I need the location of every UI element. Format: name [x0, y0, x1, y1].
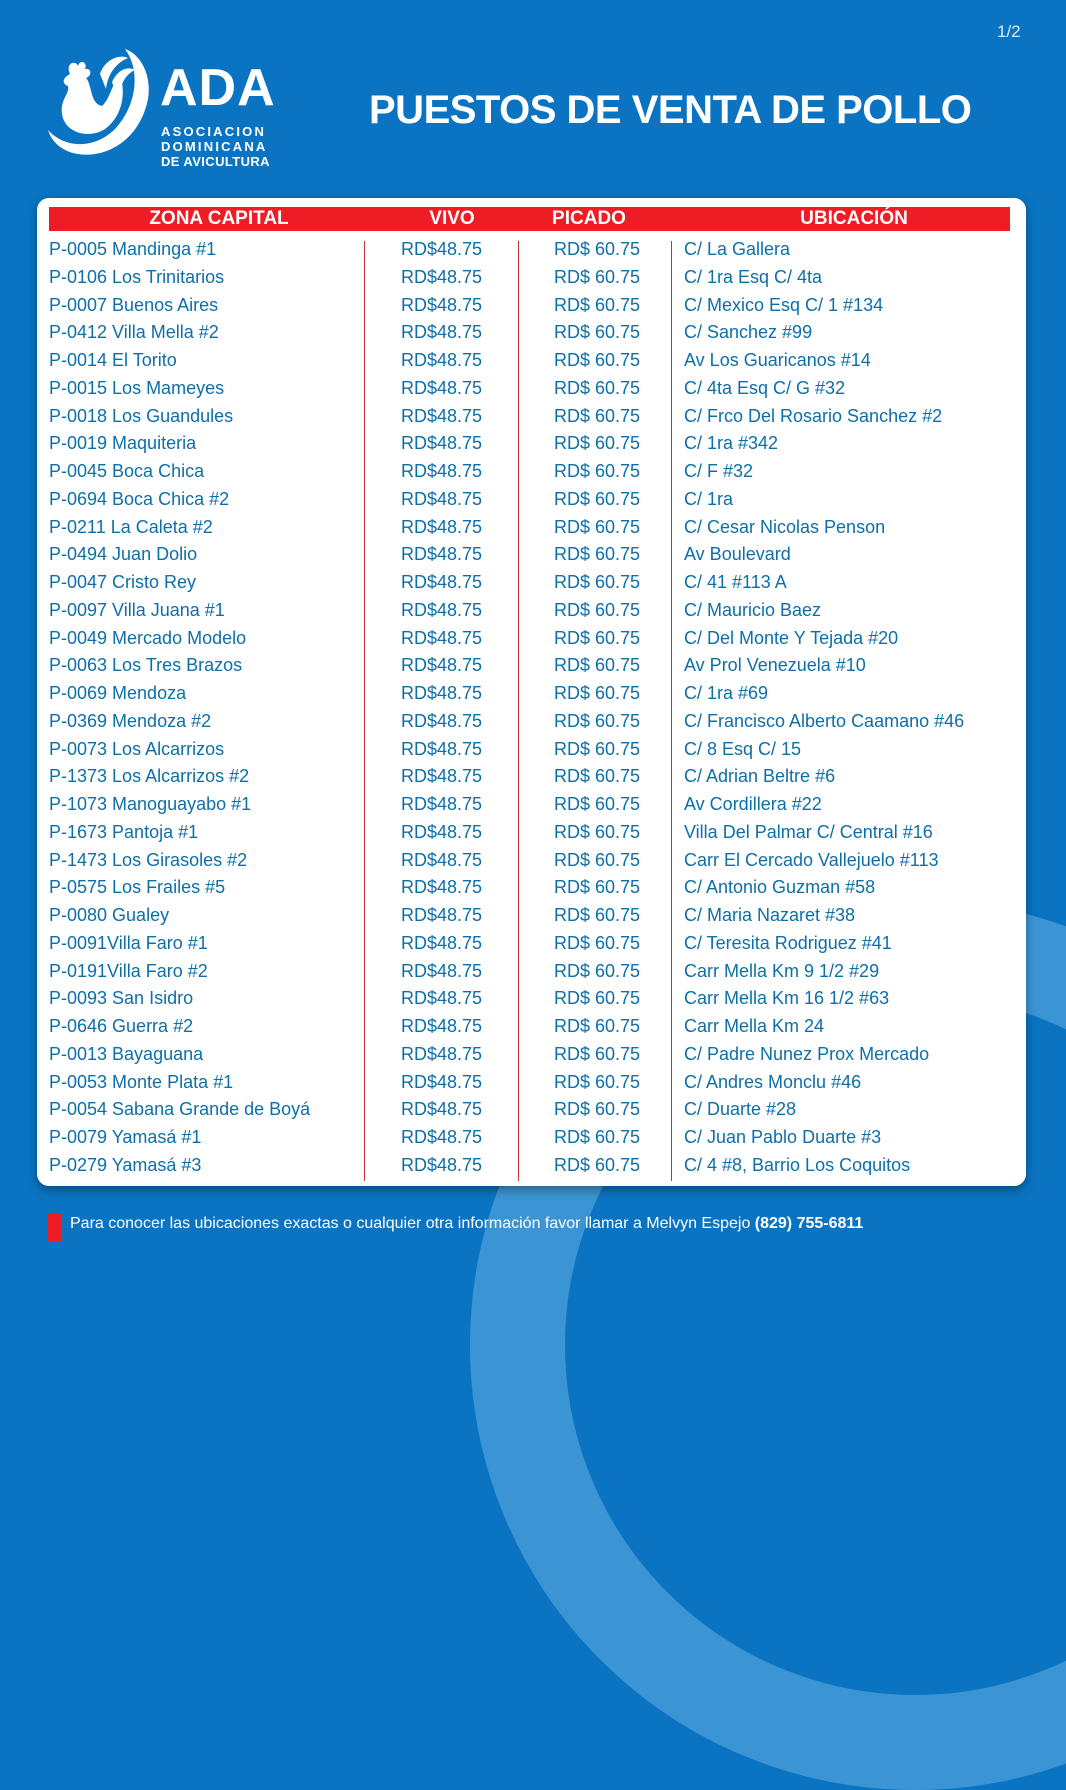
vivo-price-cell: RD$48.75: [401, 488, 483, 509]
table-row: [37, 625, 1026, 653]
zone-cell: P-0211 La Caleta #2: [49, 516, 213, 537]
vivo-price-cell: RD$48.75: [401, 655, 483, 676]
vivo-price-cell: RD$48.75: [401, 1154, 483, 1175]
table-row: [37, 319, 1026, 347]
footer-note: [70, 1215, 863, 1233]
picado-price-cell: RD$ 60.75: [554, 488, 641, 509]
zone-cell: P-0080 Gualey: [49, 905, 170, 925]
table-row: [37, 569, 1026, 597]
picado-price-cell: RD$ 60.75: [554, 572, 641, 592]
location-cell: Av Prol Venezuela #10: [684, 655, 866, 676]
picado-price-cell: RD$ 60.75: [554, 266, 641, 287]
location-cell: Av Los Guaricanos #14: [684, 350, 871, 370]
zone-cell: P-0494 Juan Dolio: [49, 544, 198, 565]
vivo-price-cell: RD$48.75: [401, 350, 483, 370]
location-cell: C/ Mauricio Baez: [684, 599, 822, 620]
picado-price-cell: RD$ 60.75: [554, 1127, 641, 1147]
picado-price-cell: RD$ 60.75: [554, 877, 641, 898]
vivo-price-cell: RD$48.75: [401, 572, 483, 592]
location-cell: C/ 41 #113 A: [684, 572, 787, 592]
vivo-price-cell: RD$48.75: [401, 849, 483, 870]
table-row: [37, 1041, 1026, 1069]
picado-price-cell: RD$ 60.75: [554, 1016, 641, 1036]
vivo-price-cell: RD$48.75: [401, 266, 483, 287]
vivo-price-cell: RD$48.75: [401, 377, 483, 398]
location-cell: C/ La Gallera: [684, 239, 791, 259]
location-cell: Carr Mella Km 16 1/2 #63: [684, 988, 890, 1009]
picado-price-cell: RD$ 60.75: [554, 821, 641, 842]
vivo-price-cell: RD$48.75: [401, 821, 483, 842]
table-row: [37, 791, 1026, 819]
table-row: [37, 541, 1026, 569]
vivo-price-cell: RD$48.75: [401, 461, 483, 481]
vivo-price-cell: RD$48.75: [401, 877, 483, 898]
header-ubicacion: UBICACIÓN: [800, 208, 908, 229]
contact-phone: (829) 755-6811: [754, 1215, 864, 1232]
location-cell: C/ Adrian Beltre #6: [684, 766, 836, 787]
page-title: PUESTOS DE VENTA DE POLLO: [369, 88, 972, 132]
picado-price-cell: RD$ 60.75: [554, 1154, 641, 1175]
table-row: [37, 486, 1026, 514]
table-row: [37, 847, 1026, 875]
picado-price-cell: RD$ 60.75: [554, 239, 641, 259]
picado-price-cell: RD$ 60.75: [554, 849, 641, 870]
picado-price-cell: RD$ 60.75: [554, 1099, 641, 1120]
zone-cell: P-1373 Los Alcarrizos #2: [49, 766, 250, 787]
table-row: [37, 292, 1026, 320]
zone-cell: P-0646 Guerra #2: [49, 1016, 194, 1036]
location-cell: C/ F #32: [684, 461, 754, 481]
location-cell: C/ Duarte #28: [684, 1099, 797, 1120]
zone-cell: P-0015 Los Mameyes: [49, 377, 225, 398]
picado-price-cell: RD$ 60.75: [554, 377, 641, 398]
location-cell: C/ Teresita Rodriguez #41: [684, 932, 892, 953]
picado-price-cell: RD$ 60.75: [554, 461, 641, 481]
zone-cell: P-0014 El Torito: [49, 350, 177, 370]
vivo-price-cell: RD$48.75: [401, 766, 483, 787]
zone-cell: P-0018 Los Guandules: [49, 405, 234, 426]
picado-price-cell: RD$ 60.75: [554, 794, 641, 814]
vivo-price-cell: RD$48.75: [401, 1043, 483, 1064]
header-vivo: VIVO: [429, 208, 475, 229]
picado-price-cell: RD$ 60.75: [554, 988, 641, 1009]
picado-price-cell: RD$ 60.75: [554, 905, 641, 925]
location-cell: C/ 1ra #69: [684, 683, 769, 703]
table-row: [37, 375, 1026, 403]
table-row: [37, 1124, 1026, 1152]
vivo-price-cell: RD$48.75: [401, 405, 483, 426]
zone-cell: P-0019 Maquiteria: [49, 433, 197, 454]
table-row: [37, 403, 1026, 431]
table-row: [37, 1013, 1026, 1041]
zone-cell: P-0053 Monte Plata #1: [49, 1071, 234, 1092]
zone-cell: P-0079 Yamasá #1: [49, 1127, 202, 1147]
table-row: [37, 264, 1026, 292]
table-row: [37, 652, 1026, 680]
zone-cell: P-0412 Villa Mella #2: [49, 322, 219, 343]
zone-cell: P-0049 Mercado Modelo: [49, 627, 247, 648]
zone-cell: P-0047 Cristo Rey: [49, 572, 197, 592]
zone-cell: P-0005 Mandinga #1: [49, 239, 217, 259]
table-row: [37, 958, 1026, 986]
header-picado: PICADO: [552, 208, 626, 229]
location-cell: Carr El Cercado Vallejuelo #113: [684, 849, 939, 870]
zone-cell: P-1073 Manoguayabo #1: [49, 794, 252, 814]
footer-text: Para conocer las ubicaciones exactas o cualquier otra información favor llamar a Melvyn Espejo: [70, 1215, 755, 1232]
picado-price-cell: RD$ 60.75: [554, 294, 641, 315]
location-cell: Av Cordillera #22: [684, 794, 822, 814]
table-row: [37, 680, 1026, 708]
location-cell: C/ 1ra: [684, 488, 734, 509]
table-row: [37, 763, 1026, 791]
rooster-icon: [40, 44, 160, 174]
zone-cell: P-0106 Los Trinitarios: [49, 266, 225, 287]
logo-abbreviation: ADA: [160, 59, 276, 117]
vivo-price-cell: RD$48.75: [401, 932, 483, 953]
vivo-price-cell: RD$48.75: [401, 738, 483, 759]
vivo-price-cell: RD$48.75: [401, 516, 483, 537]
footer-accent-bar: [48, 1213, 62, 1241]
vivo-price-cell: RD$48.75: [401, 905, 483, 925]
logo-full-name: [161, 124, 270, 169]
vivo-price-cell: RD$48.75: [401, 794, 483, 814]
location-cell: Av Boulevard: [684, 544, 791, 565]
vivo-price-cell: RD$48.75: [401, 1127, 483, 1147]
location-cell: C/ 1ra #342: [684, 433, 779, 454]
zone-cell: P-0575 Los Frailes #5: [49, 877, 226, 898]
vivo-price-cell: RD$48.75: [401, 683, 483, 703]
location-cell: Villa Del Palmar C/ Central #16: [684, 821, 933, 842]
picado-price-cell: RD$ 60.75: [554, 738, 641, 759]
zone-cell: P-0063 Los Tres Brazos: [49, 655, 243, 676]
location-cell: Carr Mella Km 9 1/2 #29: [684, 960, 880, 981]
location-cell: C/ Andres Monclu #46: [684, 1071, 862, 1092]
picado-price-cell: RD$ 60.75: [554, 544, 641, 565]
table-row: [37, 430, 1026, 458]
picado-price-cell: RD$ 60.75: [554, 683, 641, 703]
vivo-price-cell: RD$48.75: [401, 710, 483, 731]
vivo-price-cell: RD$48.75: [401, 1071, 483, 1092]
zone-cell: P-0191Villa Faro #2: [49, 960, 208, 981]
location-cell: C/ Juan Pablo Duarte #3: [684, 1127, 882, 1147]
sales-points-table: [37, 198, 1026, 1186]
zone-cell: P-1673 Pantoja #1: [49, 821, 199, 842]
picado-price-cell: RD$ 60.75: [554, 655, 641, 676]
picado-price-cell: RD$ 60.75: [554, 322, 641, 343]
table-row: [37, 347, 1026, 375]
location-cell: Carr Mella Km 24: [684, 1016, 825, 1036]
logo-line-3: DE AVICULTURA: [161, 154, 270, 169]
logo-line-2: DOMINICANA: [161, 139, 268, 154]
zone-cell: P-0091Villa Faro #1: [49, 932, 208, 953]
vivo-price-cell: RD$48.75: [401, 433, 483, 454]
picado-price-cell: RD$ 60.75: [554, 932, 641, 953]
picado-price-cell: RD$ 60.75: [554, 350, 641, 370]
table-row: [37, 902, 1026, 930]
location-cell: C/ 4 #8, Barrio Los Coquitos: [684, 1154, 911, 1175]
zone-cell: P-0069 Mendoza: [49, 683, 187, 703]
location-cell: C/ Del Monte Y Tejada #20: [684, 627, 899, 648]
table-row: [37, 597, 1026, 625]
table-row: [37, 236, 1026, 264]
vivo-price-cell: RD$48.75: [401, 239, 483, 259]
zone-cell: P-0054 Sabana Grande de Boyá: [49, 1099, 311, 1120]
zone-cell: P-0073 Los Alcarrizos: [49, 738, 225, 759]
picado-price-cell: RD$ 60.75: [554, 1071, 641, 1092]
vivo-price-cell: RD$48.75: [401, 1099, 483, 1120]
location-cell: C/ Antonio Guzman #58: [684, 877, 876, 898]
location-cell: C/ 4ta Esq C/ G #32: [684, 377, 846, 398]
logo-line-1: ASOCIACION: [161, 124, 267, 139]
zone-cell: P-0694 Boca Chica #2: [49, 488, 230, 509]
location-cell: C/ Francisco Alberto Caamano #46: [684, 710, 965, 731]
zone-cell: P-0097 Villa Juana #1: [49, 599, 225, 620]
location-cell: C/ Sanchez #99: [684, 322, 813, 343]
vivo-price-cell: RD$48.75: [401, 322, 483, 343]
location-cell: C/ 8 Esq C/ 15: [684, 738, 802, 759]
zone-cell: P-0007 Buenos Aires: [49, 294, 219, 315]
picado-price-cell: RD$ 60.75: [554, 599, 641, 620]
location-cell: C/ Cesar Nicolas Penson: [684, 516, 886, 537]
location-cell: C/ Padre Nunez Prox Mercado: [684, 1043, 930, 1064]
table-row: [37, 985, 1026, 1013]
ada-logo: [40, 44, 290, 174]
location-cell: C/ 1ra Esq C/ 4ta: [684, 266, 823, 287]
table-row: [37, 874, 1026, 902]
table-row: [37, 930, 1026, 958]
zone-cell: P-0013 Bayaguana: [49, 1043, 204, 1064]
picado-price-cell: RD$ 60.75: [554, 627, 641, 648]
table-row: [37, 1069, 1026, 1097]
table-header: [49, 207, 1010, 231]
vivo-price-cell: RD$48.75: [401, 294, 483, 315]
table-body: [37, 236, 1026, 1180]
location-cell: C/ Mexico Esq C/ 1 #134: [684, 294, 884, 315]
header-zone: ZONA CAPITAL: [149, 208, 289, 229]
table-row: [37, 1096, 1026, 1124]
picado-price-cell: RD$ 60.75: [554, 766, 641, 787]
table-row: [37, 514, 1026, 542]
table-row: [37, 458, 1026, 486]
zone-cell: P-0093 San Isidro: [49, 988, 194, 1009]
location-cell: C/ Maria Nazaret #38: [684, 905, 856, 925]
zone-cell: P-1473 Los Girasoles #2: [49, 849, 248, 870]
vivo-price-cell: RD$48.75: [401, 960, 483, 981]
picado-price-cell: RD$ 60.75: [554, 1043, 641, 1064]
table-row: [37, 736, 1026, 764]
vivo-price-cell: RD$48.75: [401, 544, 483, 565]
picado-price-cell: RD$ 60.75: [554, 710, 641, 731]
zone-cell: P-0369 Mendoza #2: [49, 710, 212, 731]
vivo-price-cell: RD$48.75: [401, 1016, 483, 1036]
table-row: [37, 1152, 1026, 1180]
location-cell: C/ Frco Del Rosario Sanchez #2: [684, 405, 943, 426]
page-indicator: 1/2: [997, 22, 1021, 41]
vivo-price-cell: RD$48.75: [401, 599, 483, 620]
zone-cell: P-0045 Boca Chica: [49, 461, 205, 481]
vivo-price-cell: RD$48.75: [401, 988, 483, 1009]
picado-price-cell: RD$ 60.75: [554, 516, 641, 537]
table-row: [37, 708, 1026, 736]
picado-price-cell: RD$ 60.75: [554, 433, 641, 454]
table-row: [37, 819, 1026, 847]
picado-price-cell: RD$ 60.75: [554, 405, 641, 426]
picado-price-cell: RD$ 60.75: [554, 960, 641, 981]
zone-cell: P-0279 Yamasá #3: [49, 1154, 202, 1175]
vivo-price-cell: RD$48.75: [401, 627, 483, 648]
